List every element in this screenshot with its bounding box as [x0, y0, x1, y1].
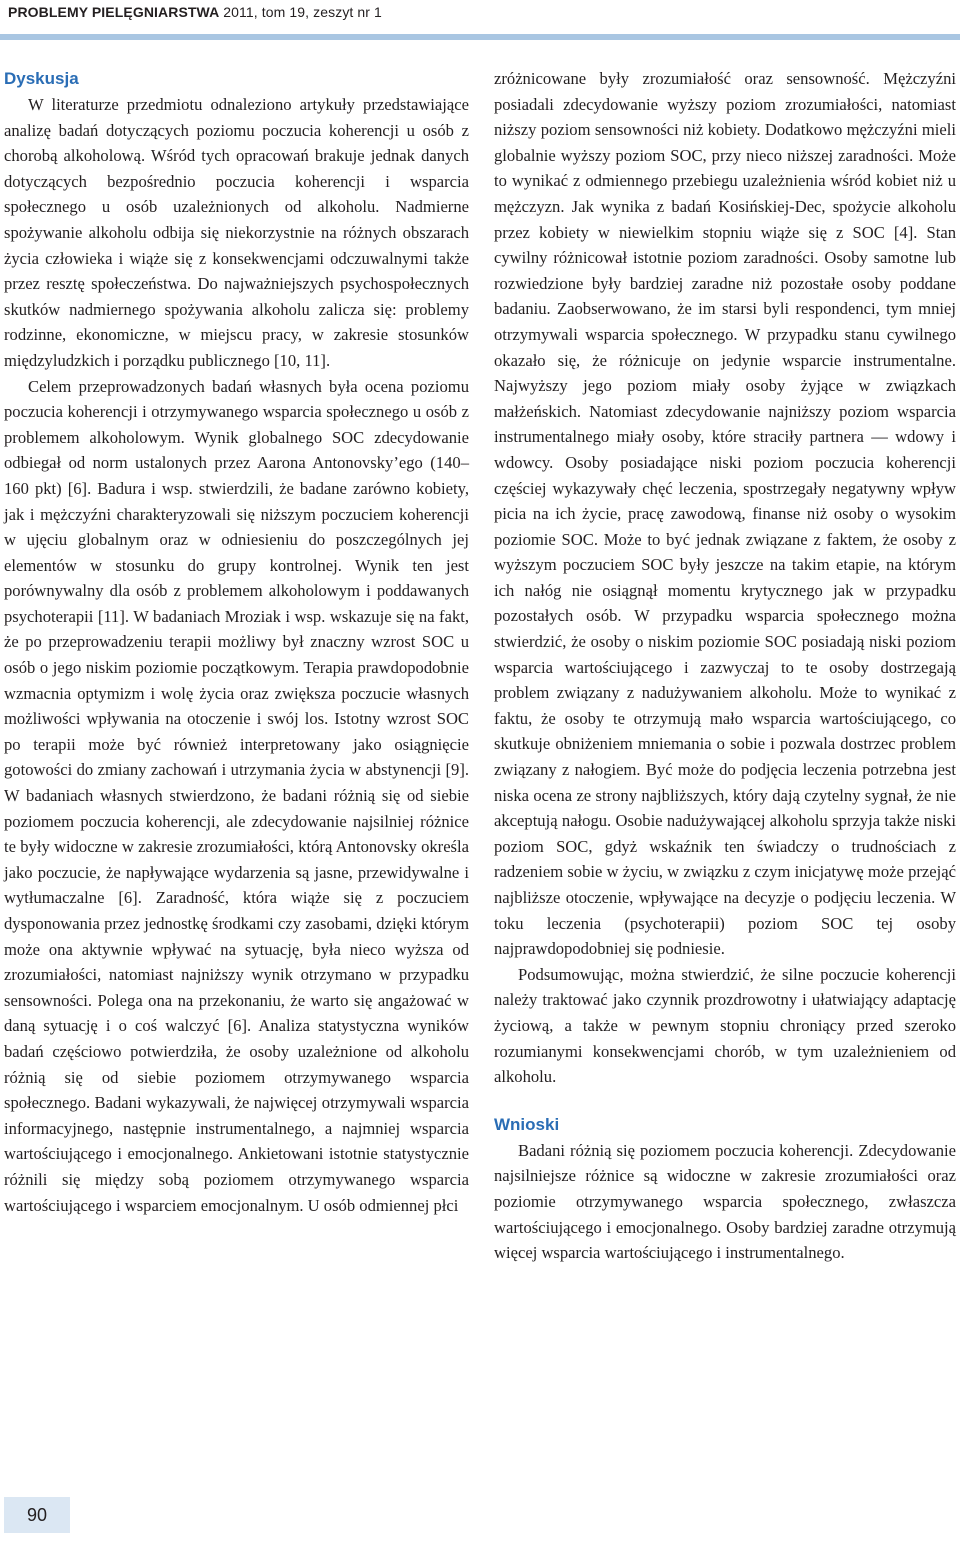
right-column — [494, 66, 956, 1266]
journal-title: PROBLEMY PIELĘGNIARSTWA — [8, 4, 220, 20]
conclusions-paragraph: Badani różnią się poziomem poczucia koherencji. Zdecydowanie najsilniejsze różnice są widoczne w zakresie zrozumiałości oraz poziomie otrzymywanego wsparcia społecznego, zwłaszcza wartościującego i emocjonalnego. Osoby bardziej zaradne otrzymują więcej wsparcia wartościującego i instrumentalnego. — [494, 1140, 956, 1263]
issue-info: 2011, tom 19, zeszyt nr 1 — [219, 4, 382, 20]
discussion-paragraph-1: W literaturze przedmiotu odnaleziono artykuły przedstawiające analizę badań dotyczących poziomu poczucia koherencji u osób z chorobą alkoholową. Wśród tych opracowań brakuje jednak danych dotyczących bezpośrednio poczucia koherencji i wsparcia społecznego u osób uzależnionych od alkoholu. Nadmierne spożywanie alkoholu odbija się niekorzystnie na różnych obszarach życia człowieka i wiąże się z konsekwencjami odczuwalnymi także przez resztę społeczeństwa. Do najważniejszych psychospołecznych skutków nadmiernego spożywania alkoholu zalicza się: problemy rodzinne, ekonomiczne, w miejscu pracy, w zakresie stosunków międzyludzkich i porządku publicznego [10, 11]. — [4, 95, 469, 370]
conclusions-heading: Wnioski — [494, 1114, 560, 1134]
discussion-paragraph-2: Celem przeprowadzonych badań własnych była ocena poziomu poczucia koherencji i otrzymywanego wsparcia społecznego u osób z problemem alkoholowym. Wynik globalnego SOC zdecydowanie odbiegał od norm ustalonych przez Aarona Antonovsky’ego (140–160 pkt) [6]. Badura i wsp. stwierdzili, że badane zarówno kobiety, jak i mężczyźni charakteryzowali się niższym poczuciem koherencji w ujęciu globalnym oraz w odniesieniu do poszczególnych jej elementów w stosunku do grupy kontrolnej. Wynik ten jest porównywalny dla osób z problemem alkoholowym i poddawanych psychoterapii [11]. W badaniach Mroziak i wsp. wskazuje się na fakt, że po przeprowadzeniu terapii możliwy był znaczny wzrost SOC u osób o jego niskim poziomie początkowym. Terapia prawdopodobnie wzmacnia optymizm i wolę życia oraz zwiększa poczucie własnych możliwości wpływania na otoczenie i swój los. Istotny wzrost SOC po terapii może być również interpretowany jako osiągnięcie gotowości do zmiany zachowań i utrzymania życia w abstynencji [9]. W badaniach własnych stwierdzono, że badani różnią się od siebie poziomem poczucia koherencji, ale zdecydowanie najsilniej różnice te były widoczne w zakresie zrozumiałości, którą Antonovsky określa jako poczucie, że napływające wydarzenia są jasne, przewidywalne i wytłumaczalne [6]. Zaradność, która wiąże się z poczuciem dysponowania przez jednostkę środkami czy zasobami, dzięki którym może ona aktywnie wpływać na sytuację, była nieco wyższa od zrozumiałości, natomiast najniższy wynik otrzymano w przypadku sensowności. Polega ona na przekonaniu, że warto się angażować w daną sytuację i o coś walczyć [6]. Analiza statystyczna wyników badań częściowo potwierdziła, że osoby uzależnione od alkoholu różnią się od siebie poziomem otrzymywanego wsparcia społecznego. Badani wykazywali, że najwięcej otrzymywali wsparcia informacyjnego, następnie instrumentalnego, a najmniej wsparcia wartościującego i emocjonalnego. Ankietowani istotnie statystycznie różnili się między sobą poziomem otrzymywanego wsparcia wartościującego i wsparciem emocjonalnym. U osób odmiennej płci — [4, 376, 469, 1215]
page-number: 90 — [4, 1497, 70, 1533]
running-header — [8, 4, 382, 20]
discussion-heading: Dyskusja — [4, 69, 79, 88]
summary-paragraph: Podsumowując, można stwierdzić, że silne poczucie koherencji należy traktować jako czynnik prozdrowotny i ułatwiający adaptację życiową, a także w pewnym stopniu chroniący przed szeroko rozumianymi konsekwencjami chorób, w tym uzależnieniem od alkoholu. — [494, 964, 956, 1087]
header-rule — [0, 34, 960, 40]
left-column — [4, 66, 469, 1218]
discussion-paragraph-3: zróżnicowane były zrozumiałość oraz sensowność. Mężczyźni posiadali zdecydowanie wyższy poziom zrozumiałości, natomiast niższy poziom sensowności niż kobiety. Dodatkowo mężczyźni mieli globalnie wyższy poziom SOC, przy nieco niższej zaradności. Może to wynikać z odmiennego przebiegu uzależnienia wśród kobiet niż u mężczyzn. Jak wynika z badań Kosińskiej-Dec, spożycie alkoholu przez kobiety w niewielkim stopniu wiąże się z SOC [4]. Stan cywilny różnicował istotnie poziom zaradności. Osoby samotne lub rozwiedzione były bardziej zaradne niż pozostałe osoby poddane badaniu. Zaobserwowano, że im starsi byli respondenci, tym mniej otrzymywali wsparcia społecznego. W przypadku stanu cywilnego okazało się, że różnicuje on jedynie wsparcie instrumentalne. Najwyższy jego poziom miały osoby żyjące w związkach małżeńskich. Natomiast zdecydowanie najniższy poziom wsparcia instrumentalnego miały osoby, które straciły partnera — wdowy i wdowcy. Osoby posiadające niski poziom poczucia koherencji częściej wykazywały chęć leczenia, spostrzegały negatywny wpływ picia na ich życie, pracę zawodową, finanse niż osoby o wysokim poziomie SOC. Może to być jednak związane z faktem, że osoby z wyższym poczuciem SOC były jeszcze na takim etapie, na którym ich nałóg nie osiągnął momentu krytycznego jak w przypadku pozostałych osób. W przypadku wsparcia społecznego można stwierdzić, że osoby o niskim poziomie SOC posiadają niski poziom wsparcia wartościującego i zazwyczaj to te osoby dostrzegają problem związany z nadużywaniem alkoholu. Może to wynikać z faktu, że osoby te otrzymują mało wsparcia wartościującego, co skutkuje obniżeniem mniemania o sobie i pozwala dostrzec problem związany z nałogiem. Być może do podjęcia leczenia potrzebna jest niska ocena ze strony najbliższych, który dają czytelny sygnał, że nie akceptują nałogu. Osobie nadużywającej alkoholu sprzyja także niski poziom SOC, gdyż wskaźnik ten świadczy o trudnościach z radzeniem sobie w życiu, w związku z czym inicjatywę może przejąć najbliższe otoczenie, wpływające na decyzje o podjęciu leczenia. W toku leczenia (psychoterapii) poziom SOC tej osoby najprawdopodobniej się podniesie. — [494, 69, 956, 959]
